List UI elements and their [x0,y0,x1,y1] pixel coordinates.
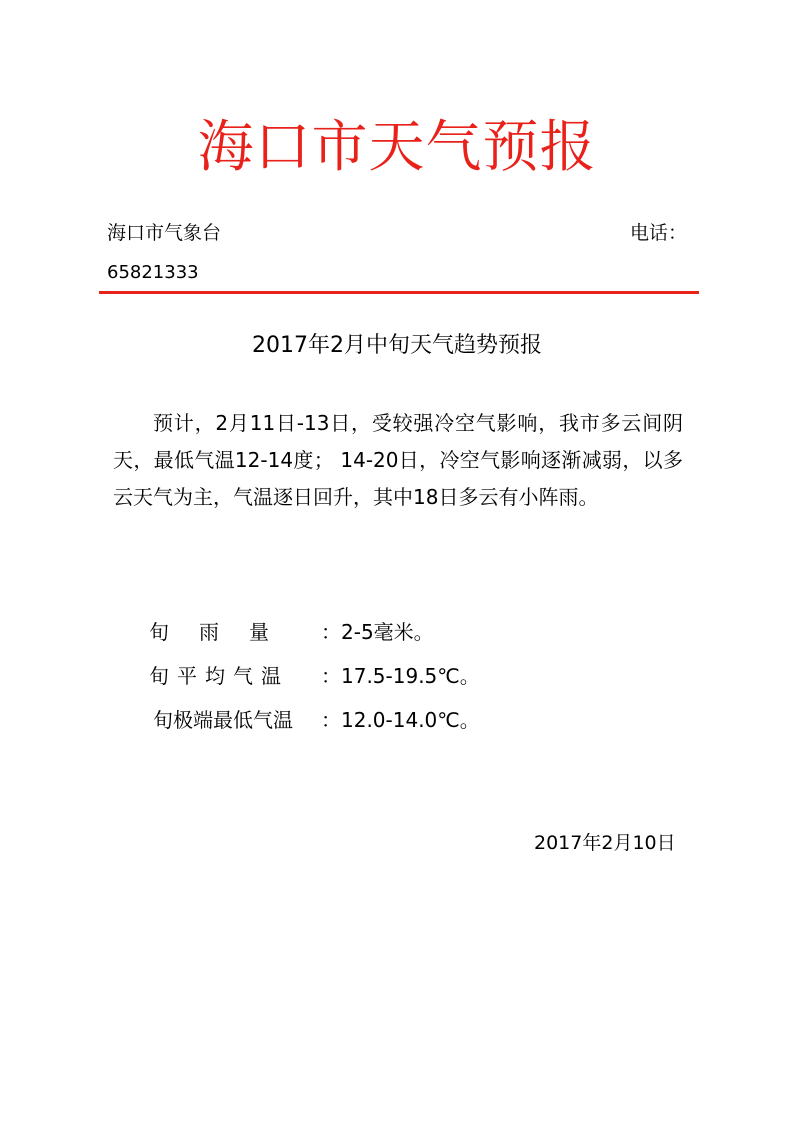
forecast-stats [149,614,480,746]
stat-value: 12.0-14.0℃。 [341,708,480,732]
masthead-title: 海口市天气预报 [197,115,597,180]
stat-colon: ： [321,708,341,732]
stat-label: 旬极端最低气温 [153,708,293,732]
signature-date: 2017年2月10日 [534,832,676,854]
stat-row-min-temp [149,702,480,746]
stat-label: 旬雨量 [149,620,299,644]
stat-row-rainfall [149,614,480,658]
stat-value: 2-5毫米。 [341,620,434,644]
stat-colon: ： [321,620,341,644]
stat-row-avg-temp [149,658,480,702]
stat-label: 旬平均气温 [149,664,289,688]
document-title: 2017年2月中旬天气趋势预报 [252,333,542,358]
stat-value: 17.5-19.5℃。 [341,664,480,688]
forecast-body: 预计，2月11日-13日，受较强冷空气影响，我市多云间阴天，最低气温12-14度； 14-20日，冷空气影响逐渐减弱，以多云天气为主，气温逐日回升，其中18日多云有小阵雨。 [113,411,683,509]
phone-label: 电话： [630,222,688,244]
phone-number: 65821333 [107,262,199,283]
issuer-name: 海口市气象台 [107,222,222,244]
header-divider [99,291,699,294]
stat-colon: ： [321,664,341,688]
